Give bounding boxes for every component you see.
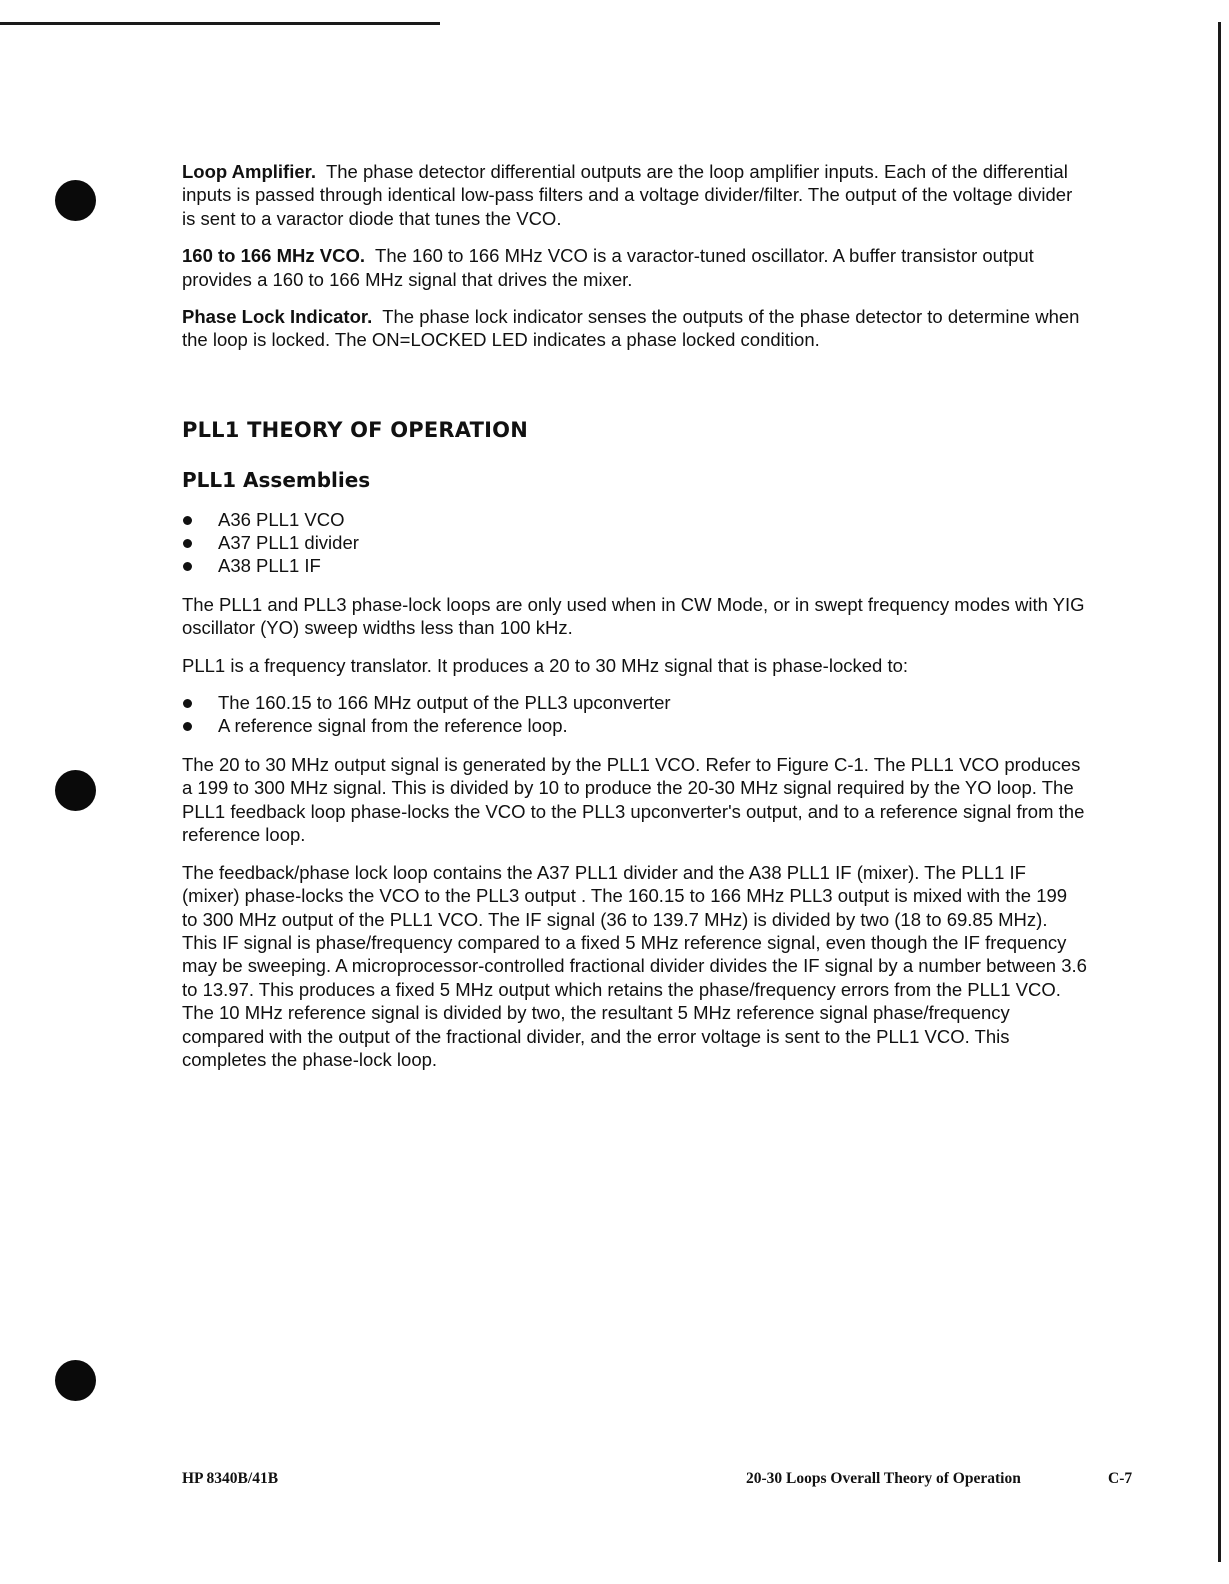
loop-amplifier-lead: Loop Amplifier. xyxy=(182,161,316,182)
bullet-icon xyxy=(183,516,192,525)
phase-lock-lead: Phase Lock Indicator. xyxy=(182,306,373,328)
right-edge-rule xyxy=(1218,22,1221,1562)
binder-hole-middle xyxy=(55,770,96,811)
footer-section-title: 20-30 Loops Overall Theory of Operation xyxy=(746,1470,1021,1487)
top-rule xyxy=(0,22,440,25)
list-item: A reference signal from the reference loop. xyxy=(182,714,1087,737)
bullet-icon xyxy=(183,699,192,708)
assemblies-list xyxy=(182,508,1087,577)
output-signal-paragraph: The 20 to 30 MHz output signal is generated by the PLL1 VCO. Refer to Figure C-1. The PLL1 VCO produces a 199 to 300 MHz signal. This is divided by 10 to produce the 20-30 MHz signal required by the YO loop. The PLL1 feedback loop phase-locks the VCO to the PLL3 upconverter's output, and to a reference signal from the reference loop. xyxy=(182,754,1085,846)
vco-lead: 160 to 166 MHz VCO. xyxy=(182,245,366,267)
footer-model: HP 8340B/41B xyxy=(182,1470,279,1487)
footer-page-number: C-7 xyxy=(1108,1470,1133,1487)
loop-amplifier-text: The phase detector differential outputs are the loop amplifier inputs. Each of the differential inputs is passed through identical low-pass filters and a voltage divider/filter. The output of the voltage divider is sent to a varactor diode that tunes the VCO. xyxy=(182,161,1073,229)
vco-paragraph xyxy=(182,244,1087,291)
feedback-loop-paragraph: The feedback/phase lock loop contains the A37 PLL1 divider and the A38 PLL1 IF (mixer). The PLL1 IF (mixer) phase-locks the VCO to the PLL3 output . The 160.15 to 166 MHz PLL3 output is mixed with the 199 to 300 MHz output of the PLL1 VCO. The IF signal (36 to 139.7 MHz) is divided by two (18 to 69.85 MHz). This IF signal is phase/frequency compared to a fixed 5 MHz reference signal, even though the IF frequency may be sweeping. A microprocessor-controlled fractional divider divides the IF signal by a number between 3.6 to 13.97. This produces a fixed 5 MHz output which retains the phase/frequency errors from the PLL1 VCO. The 10 MHz reference signal is divided by two, the resultant 5 MHz reference signal phase/frequency compared with the output of the fractional divider, and the error voltage is sent to the PLL1 VCO. This completes the phase-lock loop. xyxy=(182,861,1087,1070)
bullet-icon xyxy=(183,562,192,571)
loop-amplifier-paragraph xyxy=(182,160,1087,230)
section-heading: PLL1 THEORY OF OPERATION xyxy=(182,417,528,442)
bullet-icon xyxy=(183,722,192,731)
modes-paragraph: The PLL1 and PLL3 phase-lock loops are only used when in CW Mode, or in swept frequency modes with YIG oscillator (YO) sweep widths less than 100 kHz. xyxy=(182,593,1085,639)
lock-sources-list xyxy=(182,691,1087,737)
list-item: A36 PLL1 VCO xyxy=(182,508,1087,531)
subsection-heading: PLL1 Assemblies xyxy=(182,467,371,492)
phase-lock-text: The phase lock indicator senses the outputs of the phase detector to determine when the loop is locked. The ON=LOCKED LED indicates a phase locked condition. xyxy=(182,306,1080,351)
bullet-icon xyxy=(183,539,192,548)
translator-paragraph: PLL1 is a frequency translator. It produces a 20 to 30 MHz signal that is phase-locked to: xyxy=(182,654,909,676)
list-item: The 160.15 to 166 MHz output of the PLL3 upconverter xyxy=(182,691,1087,714)
list-item: A38 PLL1 IF xyxy=(182,554,1087,577)
vco-text: The 160 to 166 MHz VCO is a varactor-tuned oscillator. A buffer transistor output provides a 160 to 166 MHz signal that drives the mixer. xyxy=(182,245,1034,290)
page-body xyxy=(182,160,1087,1085)
binder-hole-top xyxy=(55,180,96,221)
list-item: A37 PLL1 divider xyxy=(182,531,1087,554)
phase-lock-paragraph xyxy=(182,305,1087,352)
binder-hole-bottom xyxy=(55,1360,96,1401)
